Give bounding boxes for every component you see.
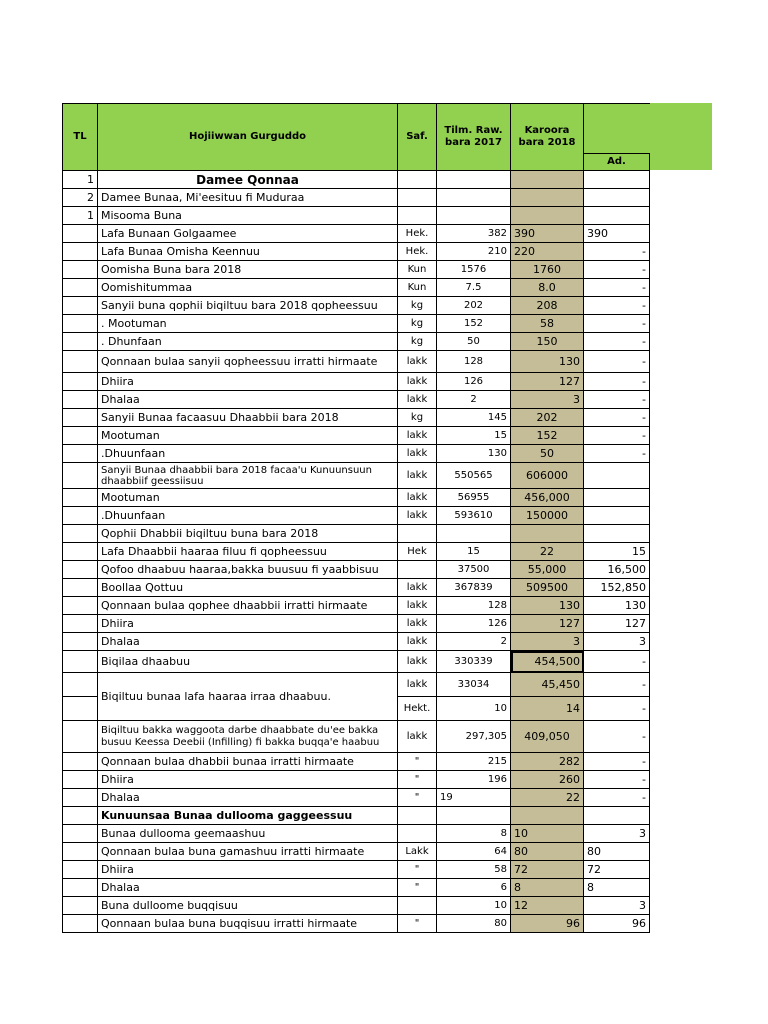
cell-description[interactable]: Qonnaan bulaa sanyii qopheessuu irratti hirmaate: [98, 351, 398, 373]
cell-description[interactable]: Buna dulloome buqqisuu: [98, 897, 398, 915]
cell-tilm[interactable]: 1576: [437, 261, 511, 279]
table-row: [63, 409, 650, 427]
cell-saf[interactable]: lakk: [398, 579, 437, 597]
cell-description[interactable]: Qophii Dhabbii biqiltuu buna bara 2018: [98, 525, 398, 543]
cell-ad[interactable]: -: [584, 315, 650, 333]
cell-description[interactable]: Sanyii Bunaa dhaabbii bara 2018 facaa'u Kunuunsuun dhaabbiif geessiisuu: [98, 463, 398, 489]
table-row: [63, 189, 650, 207]
header-band-extension: [648, 103, 712, 170]
cell-tilm[interactable]: 10: [437, 697, 511, 721]
table-row: [63, 243, 650, 261]
table-row: [63, 879, 650, 897]
cell-karoora[interactable]: 50: [511, 445, 584, 463]
cell-saf[interactable]: Hek.: [398, 243, 437, 261]
cell-ad[interactable]: [584, 171, 650, 189]
cell-tilm[interactable]: [437, 525, 511, 543]
cell-tilm[interactable]: 210: [437, 243, 511, 261]
cell-tilm[interactable]: 382: [437, 225, 511, 243]
cell-tl[interactable]: [63, 525, 98, 543]
cell-tl[interactable]: [63, 673, 98, 697]
cell-saf[interactable]: lakk: [398, 651, 437, 673]
cell-ad[interactable]: -: [584, 673, 650, 697]
cell-description[interactable]: .Dhuunfaan: [98, 507, 398, 525]
cell-karoora[interactable]: 22: [511, 543, 584, 561]
cell-tl[interactable]: [63, 351, 98, 373]
cell-karoora[interactable]: 45,450: [511, 673, 584, 697]
cell-ad[interactable]: -: [584, 753, 650, 771]
cell-tl[interactable]: [63, 315, 98, 333]
table-row: [63, 597, 650, 615]
cell-karoora[interactable]: 3: [511, 633, 584, 651]
cell-ad[interactable]: 80: [584, 843, 650, 861]
cell-saf[interactable]: Lakk: [398, 843, 437, 861]
cell-description[interactable]: Boollaa Qottuu: [98, 579, 398, 597]
cell-saf[interactable]: [398, 171, 437, 189]
cell-tl[interactable]: [63, 579, 98, 597]
cell-ad[interactable]: [584, 189, 650, 207]
cell-saf[interactable]: lakk: [398, 351, 437, 373]
cell-karoora[interactable]: 409,050: [511, 721, 584, 753]
cell-tl[interactable]: [63, 753, 98, 771]
cell-tilm[interactable]: 145: [437, 409, 511, 427]
header-hojii[interactable]: Hojiiwwan Gurguddo: [98, 104, 398, 171]
cell-tl[interactable]: [63, 261, 98, 279]
cell-karoora[interactable]: 22: [511, 789, 584, 807]
cell-tilm[interactable]: 6: [437, 879, 511, 897]
cell-tilm[interactable]: 330339: [437, 651, 511, 673]
cell-tilm[interactable]: 152: [437, 315, 511, 333]
cell-saf[interactable]: [398, 189, 437, 207]
cell-saf[interactable]: [398, 525, 437, 543]
cell-saf[interactable]: kg: [398, 333, 437, 351]
cell-tilm[interactable]: [437, 189, 511, 207]
cell-tl[interactable]: [63, 243, 98, 261]
cell-karoora[interactable]: 150: [511, 333, 584, 351]
cell-tl[interactable]: [63, 879, 98, 897]
cell-saf[interactable]: ": [398, 771, 437, 789]
table-row: [63, 843, 650, 861]
cell-ad[interactable]: 390: [584, 225, 650, 243]
cell-saf[interactable]: lakk: [398, 445, 437, 463]
cell-description[interactable]: Mootuman: [98, 427, 398, 445]
cell-saf[interactable]: Hek: [398, 543, 437, 561]
cell-ad[interactable]: -: [584, 445, 650, 463]
table-row: [63, 633, 650, 651]
cell-karoora[interactable]: 3: [511, 391, 584, 409]
cell-ad[interactable]: 16,500: [584, 561, 650, 579]
table-row: [63, 651, 650, 673]
cell-tilm[interactable]: 196: [437, 771, 511, 789]
cell-tilm[interactable]: 367839: [437, 579, 511, 597]
header-karoora[interactable]: Karoora bara 2018: [511, 104, 584, 171]
cell-description[interactable]: Dhiira: [98, 373, 398, 391]
cell-karoora[interactable]: 80: [511, 843, 584, 861]
cell-karoora[interactable]: 152: [511, 427, 584, 445]
cell-saf[interactable]: ": [398, 879, 437, 897]
cell-description[interactable]: Biqilaa dhaabuu: [98, 651, 398, 673]
cell-tl[interactable]: [63, 615, 98, 633]
cell-description[interactable]: Dhiira: [98, 861, 398, 879]
cell-tilm[interactable]: 10: [437, 897, 511, 915]
cell-karoora[interactable]: 606000: [511, 463, 584, 489]
cell-saf[interactable]: lakk: [398, 721, 437, 753]
cell-tl[interactable]: [63, 463, 98, 489]
table-row: [63, 771, 650, 789]
cell-karoora[interactable]: 10: [511, 825, 584, 843]
cell-tl[interactable]: [63, 489, 98, 507]
cell-karoora[interactable]: 260: [511, 771, 584, 789]
table-row: [63, 753, 650, 771]
cell-description[interactable]: Bunaa dullooma geemaashuu: [98, 825, 398, 843]
cell-ad[interactable]: [584, 525, 650, 543]
cell-tl[interactable]: [63, 297, 98, 315]
cell-karoora[interactable]: 127: [511, 615, 584, 633]
cell-saf[interactable]: [398, 807, 437, 825]
cell-karoora[interactable]: 8: [511, 879, 584, 897]
cell-description[interactable]: Biqiltuu bakka waggoota darbe dhaabbate du'ee bakka busuu Keessa Deebii (Infilling) fi bakka buqqa'e haabuu: [98, 721, 398, 753]
cell-saf[interactable]: ": [398, 861, 437, 879]
cell-tl[interactable]: 1: [63, 207, 98, 225]
table-row: [63, 543, 650, 561]
cell-description[interactable]: . Dhunfaan: [98, 333, 398, 351]
cell-tl[interactable]: [63, 789, 98, 807]
header-ad[interactable]: Ad.: [584, 154, 650, 171]
cell-ad[interactable]: -: [584, 279, 650, 297]
table-row: [63, 373, 650, 391]
cell-karoora[interactable]: 1760: [511, 261, 584, 279]
cell-description[interactable]: Mootuman: [98, 489, 398, 507]
table-row: [63, 561, 650, 579]
cell-description[interactable]: Oomisha Buna bara 2018: [98, 261, 398, 279]
cell-ad[interactable]: [584, 207, 650, 225]
cell-description[interactable]: Lafa Bunaan Golgaamee: [98, 225, 398, 243]
cell-ad[interactable]: 152,850: [584, 579, 650, 597]
cell-tilm[interactable]: 202: [437, 297, 511, 315]
cell-description[interactable]: Lafa Dhaabbii haaraa filuu fi qopheessuu: [98, 543, 398, 561]
cell-karoora[interactable]: 96: [511, 915, 584, 933]
cell-saf[interactable]: Hekt.: [398, 697, 437, 721]
cell-ad[interactable]: -: [584, 697, 650, 721]
table-row: [63, 861, 650, 879]
cell-ad[interactable]: -: [584, 771, 650, 789]
cell-tl[interactable]: [63, 445, 98, 463]
table-row: [63, 171, 650, 189]
header-saf[interactable]: Saf.: [398, 104, 437, 171]
cell-ad[interactable]: -: [584, 391, 650, 409]
cell-karoora[interactable]: 202: [511, 409, 584, 427]
cell-ad[interactable]: 3: [584, 825, 650, 843]
cell-tl[interactable]: [63, 391, 98, 409]
cell-saf[interactable]: kg: [398, 409, 437, 427]
cell-tilm[interactable]: 126: [437, 373, 511, 391]
cell-ad[interactable]: [584, 489, 650, 507]
cell-tilm[interactable]: 64: [437, 843, 511, 861]
cell-karoora[interactable]: 55,000: [511, 561, 584, 579]
cell-description[interactable]: Oomishitummaa: [98, 279, 398, 297]
cell-saf[interactable]: lakk: [398, 391, 437, 409]
cell-saf[interactable]: lakk: [398, 597, 437, 615]
cell-saf[interactable]: [398, 207, 437, 225]
cell-ad[interactable]: 3: [584, 897, 650, 915]
cell-karoora[interactable]: [511, 807, 584, 825]
cell-karoora[interactable]: 390: [511, 225, 584, 243]
cell-karoora[interactable]: [511, 171, 584, 189]
cell-saf[interactable]: [398, 825, 437, 843]
table-row: [63, 225, 650, 243]
cell-tilm[interactable]: [437, 807, 511, 825]
cell-tl[interactable]: [63, 333, 98, 351]
cell-tilm[interactable]: 126: [437, 615, 511, 633]
cell-karoora[interactable]: 127: [511, 373, 584, 391]
cell-description[interactable]: Misooma Buna: [98, 207, 398, 225]
spreadsheet-table: [62, 103, 650, 933]
cell-description[interactable]: Qofoo dhaabuu haaraa,bakka buusuu fi yaabbisuu: [98, 561, 398, 579]
cell-ad[interactable]: -: [584, 789, 650, 807]
cell-karoora[interactable]: 150000: [511, 507, 584, 525]
cell-ad[interactable]: 72: [584, 861, 650, 879]
table-row: [63, 673, 650, 697]
cell-description[interactable]: . Mootuman: [98, 315, 398, 333]
cell-saf[interactable]: lakk: [398, 463, 437, 489]
cell-description[interactable]: Sanyii Bunaa facaasuu Dhaabbii bara 2018: [98, 409, 398, 427]
cell-ad[interactable]: [584, 507, 650, 525]
cell-tl[interactable]: [63, 897, 98, 915]
cell-ad[interactable]: -: [584, 261, 650, 279]
cell-tl[interactable]: [63, 597, 98, 615]
table-row: [63, 525, 650, 543]
cell-saf[interactable]: ": [398, 753, 437, 771]
cell-ad[interactable]: -: [584, 427, 650, 445]
cell-tilm[interactable]: 7.5: [437, 279, 511, 297]
cell-description[interactable]: Dhiira: [98, 615, 398, 633]
cell-saf[interactable]: lakk: [398, 489, 437, 507]
cell-tilm[interactable]: [437, 171, 511, 189]
cell-ad[interactable]: 15: [584, 543, 650, 561]
cell-saf[interactable]: lakk: [398, 507, 437, 525]
cell-saf[interactable]: ": [398, 789, 437, 807]
cell-karoora[interactable]: 130: [511, 351, 584, 373]
cell-tl[interactable]: [63, 373, 98, 391]
cell-ad[interactable]: 3: [584, 633, 650, 651]
table-row: [63, 489, 650, 507]
cell-karoora[interactable]: 8.0: [511, 279, 584, 297]
cell-tilm[interactable]: 128: [437, 597, 511, 615]
table-row: [63, 297, 650, 315]
cell-karoora[interactable]: 456,000: [511, 489, 584, 507]
cell-tl[interactable]: 1: [63, 171, 98, 189]
cell-description[interactable]: Dhalaa: [98, 391, 398, 409]
cell-tilm[interactable]: 2: [437, 633, 511, 651]
table-row: [63, 825, 650, 843]
cell-tilm[interactable]: 297,305: [437, 721, 511, 753]
cell-tl[interactable]: [63, 279, 98, 297]
cell-tilm[interactable]: 215: [437, 753, 511, 771]
cell-ad[interactable]: -: [584, 243, 650, 261]
cell-saf[interactable]: [398, 561, 437, 579]
table-row: [63, 315, 650, 333]
cell-tl[interactable]: [63, 915, 98, 933]
cell-description[interactable]: .Dhuunfaan: [98, 445, 398, 463]
table-row: [63, 351, 650, 373]
cell-description[interactable]: Qonnaan bulaa dhabbii bunaa irratti hirmaate: [98, 753, 398, 771]
header-tilm[interactable]: Tilm. Raw. bara 2017: [437, 104, 511, 171]
cell-tilm[interactable]: 8: [437, 825, 511, 843]
cell-karoora[interactable]: 58: [511, 315, 584, 333]
cell-karoora[interactable]: [511, 189, 584, 207]
header-tl[interactable]: TL: [63, 104, 98, 171]
cell-tl[interactable]: [63, 651, 98, 673]
cell-saf[interactable]: kg: [398, 315, 437, 333]
cell-karoora[interactable]: 208: [511, 297, 584, 315]
cell-tl[interactable]: [63, 721, 98, 753]
cell-tilm[interactable]: 593610: [437, 507, 511, 525]
table-row: [63, 333, 650, 351]
cell-saf[interactable]: lakk: [398, 373, 437, 391]
cell-tilm[interactable]: 33034: [437, 673, 511, 697]
cell-ad[interactable]: 130: [584, 597, 650, 615]
cell-tl[interactable]: [63, 561, 98, 579]
cell-tilm[interactable]: 19: [437, 789, 511, 807]
table-row: [63, 807, 650, 825]
cell-tl[interactable]: [63, 507, 98, 525]
cell-ad[interactable]: -: [584, 351, 650, 373]
cell-tilm[interactable]: 130: [437, 445, 511, 463]
table-row: [63, 897, 650, 915]
cell-description[interactable]: Biqiltuu bunaa lafa haaraa irraa dhaabuu.: [98, 673, 398, 721]
header-blank[interactable]: [584, 104, 650, 154]
table-row: [63, 615, 650, 633]
cell-description[interactable]: Qonnaan bulaa qophee dhaabbii irratti hirmaate: [98, 597, 398, 615]
cell-description[interactable]: Dhalaa: [98, 879, 398, 897]
cell-ad[interactable]: 96: [584, 915, 650, 933]
cell-description[interactable]: Dhiira: [98, 771, 398, 789]
cell-ad[interactable]: 127: [584, 615, 650, 633]
cell-tilm[interactable]: 80: [437, 915, 511, 933]
cell-karoora[interactable]: [511, 207, 584, 225]
cell-saf[interactable]: Kun: [398, 261, 437, 279]
cell-description[interactable]: Dhalaa: [98, 633, 398, 651]
cell-tl[interactable]: [63, 543, 98, 561]
cell-tl[interactable]: 2: [63, 189, 98, 207]
cell-saf[interactable]: Kun: [398, 279, 437, 297]
cell-karoora[interactable]: 14: [511, 697, 584, 721]
cell-ad[interactable]: [584, 463, 650, 489]
cell-tilm[interactable]: 550565: [437, 463, 511, 489]
cell-karoora[interactable]: 220: [511, 243, 584, 261]
cell-ad[interactable]: -: [584, 651, 650, 673]
header-row: [63, 104, 650, 154]
table-row: [63, 463, 650, 489]
table-row: [63, 279, 650, 297]
cell-karoora[interactable]: 130: [511, 597, 584, 615]
cell-saf[interactable]: lakk: [398, 615, 437, 633]
cell-saf[interactable]: Hek.: [398, 225, 437, 243]
cell-ad[interactable]: -: [584, 721, 650, 753]
cell-tilm[interactable]: 37500: [437, 561, 511, 579]
cell-tl[interactable]: [63, 225, 98, 243]
table-row: [63, 207, 650, 225]
cell-karoora[interactable]: 454,500: [511, 651, 584, 673]
cell-tl[interactable]: [63, 633, 98, 651]
cell-tilm[interactable]: 56955: [437, 489, 511, 507]
cell-ad[interactable]: 8: [584, 879, 650, 897]
cell-description[interactable]: Dhalaa: [98, 789, 398, 807]
cell-tl[interactable]: [63, 697, 98, 721]
cell-description[interactable]: Qonnaan bulaa buna gamashuu irratti hirmaate: [98, 843, 398, 861]
cell-ad[interactable]: [584, 807, 650, 825]
cell-tilm[interactable]: 15: [437, 427, 511, 445]
cell-ad[interactable]: -: [584, 409, 650, 427]
table-row: [63, 507, 650, 525]
cell-tl[interactable]: [63, 807, 98, 825]
cell-description[interactable]: Damee Qonnaa: [98, 171, 398, 189]
cell-description[interactable]: Sanyii buna qophii biqiltuu bara 2018 qopheessuu: [98, 297, 398, 315]
cell-karoora[interactable]: 12: [511, 897, 584, 915]
table-row: [63, 261, 650, 279]
cell-tl[interactable]: [63, 825, 98, 843]
cell-saf[interactable]: lakk: [398, 427, 437, 445]
table-row: [63, 579, 650, 597]
table-row: [63, 391, 650, 409]
cell-tilm[interactable]: 15: [437, 543, 511, 561]
table-row: [63, 915, 650, 933]
cell-description[interactable]: Damee Bunaa, Mi'eesituu fi Muduraa: [98, 189, 398, 207]
cell-karoora[interactable]: 72: [511, 861, 584, 879]
cell-tilm[interactable]: 2: [437, 391, 511, 409]
cell-saf[interactable]: kg: [398, 297, 437, 315]
cell-tilm[interactable]: 128: [437, 351, 511, 373]
table-row: [63, 789, 650, 807]
table-row: [63, 721, 650, 753]
cell-saf[interactable]: [398, 897, 437, 915]
cell-saf[interactable]: ": [398, 915, 437, 933]
cell-tilm[interactable]: 58: [437, 861, 511, 879]
cell-saf[interactable]: lakk: [398, 673, 437, 697]
table-row: [63, 427, 650, 445]
cell-tl[interactable]: [63, 843, 98, 861]
cell-karoora[interactable]: 282: [511, 753, 584, 771]
cell-ad[interactable]: -: [584, 333, 650, 351]
cell-saf[interactable]: lakk: [398, 633, 437, 651]
cell-ad[interactable]: -: [584, 373, 650, 391]
cell-tl[interactable]: [63, 861, 98, 879]
cell-tl[interactable]: [63, 427, 98, 445]
cell-tl[interactable]: [63, 771, 98, 789]
cell-tl[interactable]: [63, 409, 98, 427]
cell-ad[interactable]: -: [584, 297, 650, 315]
cell-description[interactable]: Kunuunsaa Bunaa dullooma gaggeessuu: [98, 807, 398, 825]
cell-karoora[interactable]: 509500: [511, 579, 584, 597]
cell-tilm[interactable]: [437, 207, 511, 225]
cell-karoora[interactable]: [511, 525, 584, 543]
cell-description[interactable]: Lafa Bunaa Omisha Keennuu: [98, 243, 398, 261]
cell-tilm[interactable]: 50: [437, 333, 511, 351]
table-row: [63, 445, 650, 463]
cell-description[interactable]: Qonnaan bulaa buna buqqisuu irratti hirmaate: [98, 915, 398, 933]
